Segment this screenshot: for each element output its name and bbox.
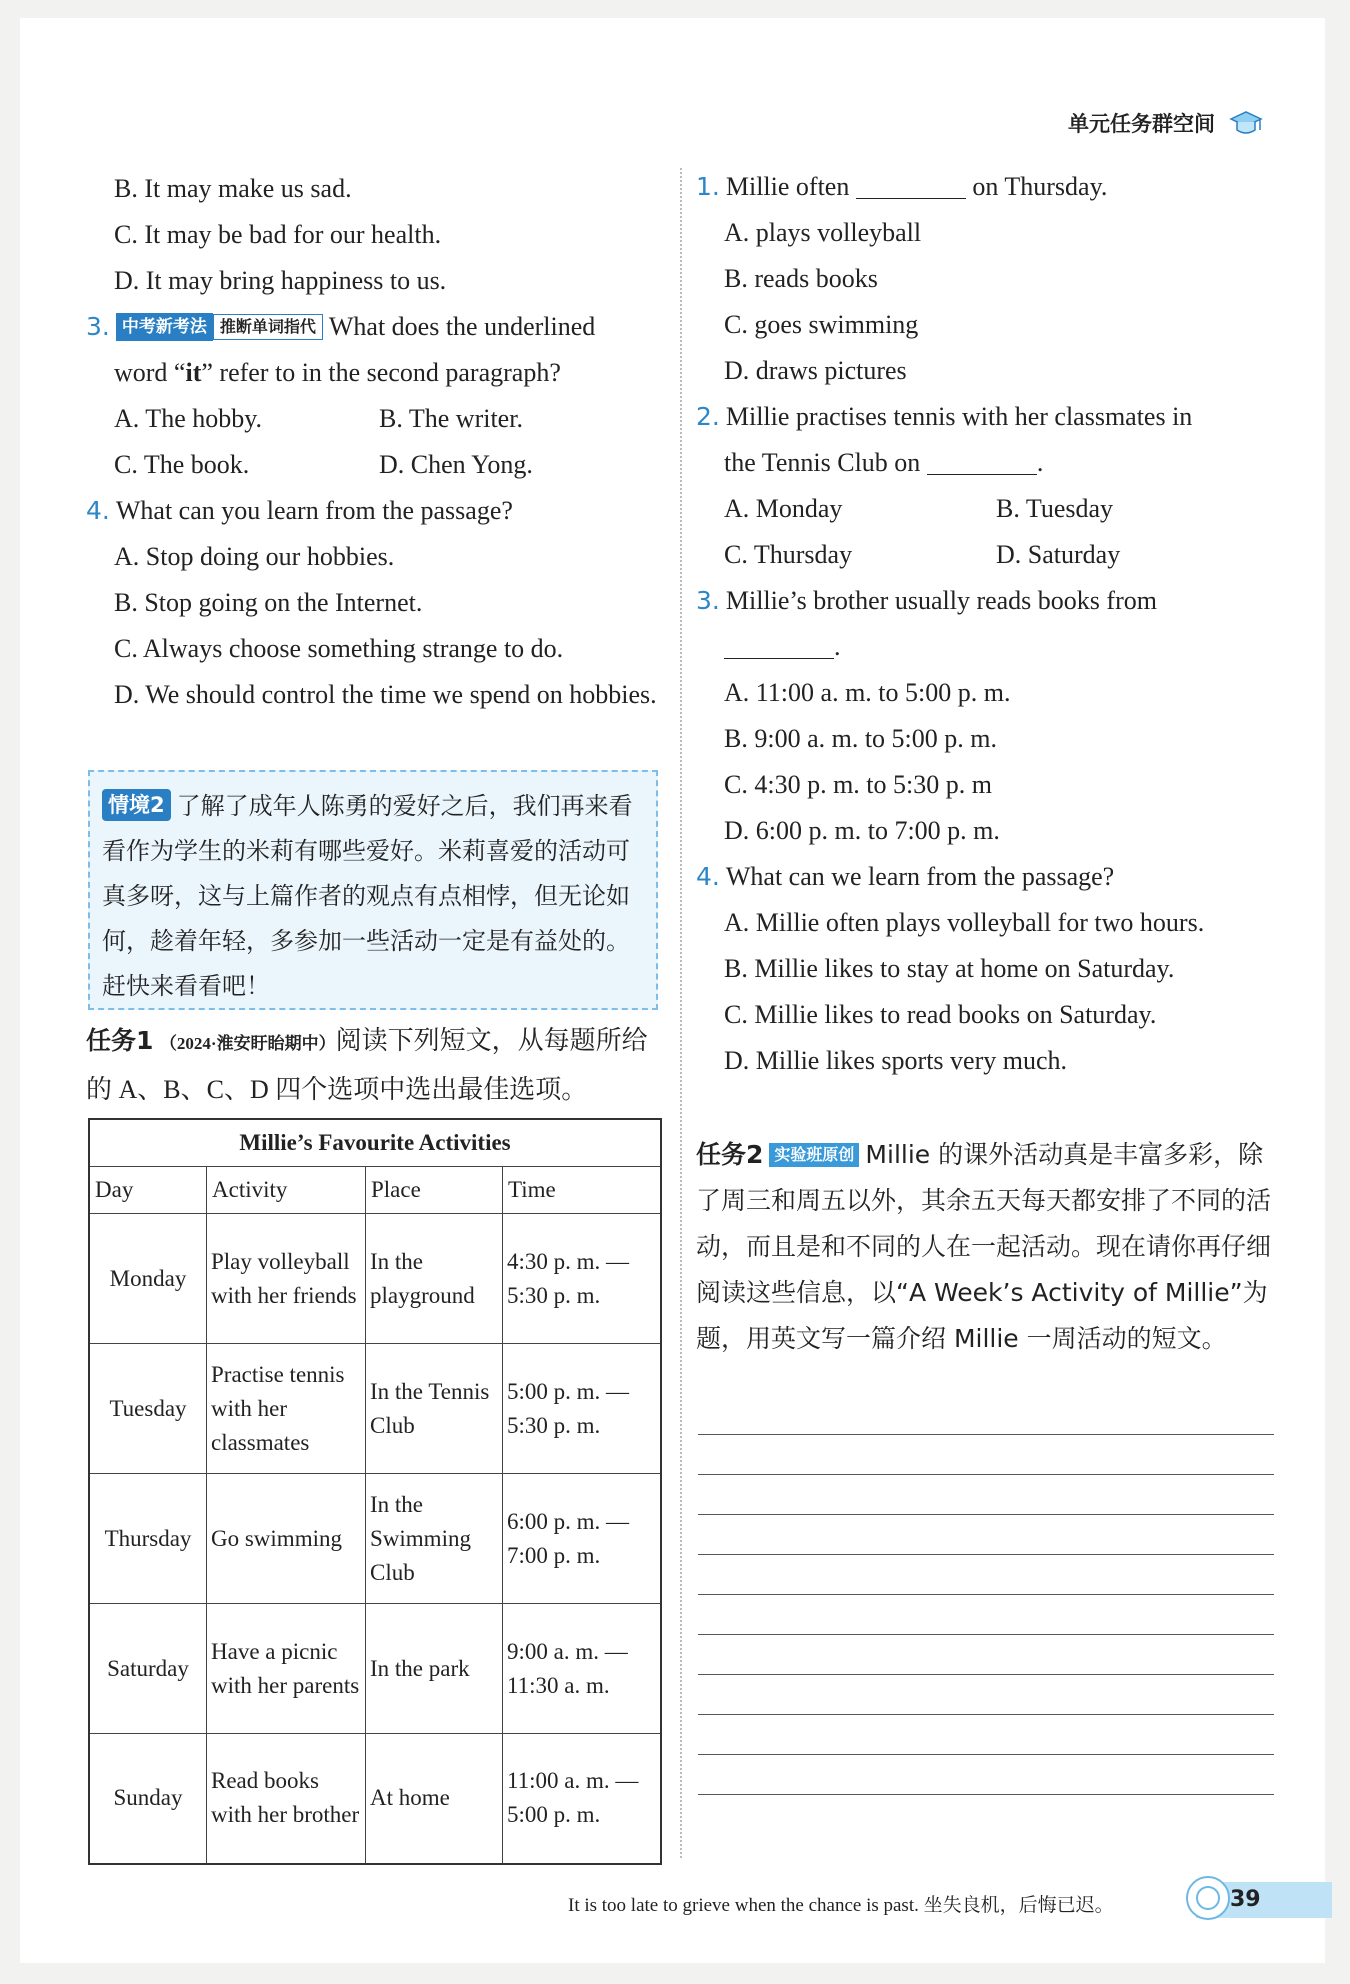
answer-blank[interactable] [927, 446, 1037, 475]
question-number: 4. [86, 496, 110, 525]
stem-part: . [834, 632, 841, 661]
option: A. plays volleyball [724, 218, 922, 247]
cell-activity: Have a picnic with her parents [207, 1604, 366, 1734]
page-number: 39 [1196, 1882, 1332, 1918]
cell-activity: Play volleyball with her friends [207, 1214, 366, 1344]
table-row [89, 1344, 661, 1474]
writing-line[interactable] [698, 1514, 1274, 1515]
cell-day: Tuesday [89, 1344, 207, 1474]
right-column [696, 164, 1276, 1084]
cell-time: 6:00 p. m. —7:00 p. m. [503, 1474, 662, 1604]
options-row [696, 532, 1276, 578]
spiral-icon [1186, 1876, 1230, 1920]
question-stem: Millie’s brother usually reads books from [725, 586, 1157, 615]
cell-time: 11:00 a. m. —5:00 p. m. [503, 1734, 662, 1864]
cell-day: Thursday [89, 1474, 207, 1604]
option: B. Stop going on the Internet. [114, 588, 423, 617]
cell-time: 9:00 a. m. —11:30 a. m. [503, 1604, 662, 1734]
cell-place: In the park [366, 1604, 503, 1734]
question-3 [696, 578, 1276, 624]
question-number: 3. [86, 312, 110, 341]
header-title: 单元任务群空间 [1068, 112, 1215, 136]
cell-day: Monday [89, 1214, 207, 1344]
task-instruction: 阅读下列短文，从每题所给的 A、B、C、D 四个选项中选出最佳选项。 [86, 1026, 648, 1104]
writing-line[interactable] [698, 1714, 1274, 1715]
cell-activity: Go swimming [207, 1474, 366, 1604]
answer-blank[interactable] [724, 630, 834, 659]
question-stem: What can you learn from the passage? [115, 496, 513, 525]
option: C. Millie likes to read books on Saturday. [724, 1000, 1157, 1029]
cell-activity: Practise tennis with her classmates [207, 1344, 366, 1474]
option: B. Tuesday [996, 494, 1114, 523]
column-divider [680, 168, 682, 1858]
cell-place: In the playground [366, 1214, 503, 1344]
original-tag: 实验班原创 [769, 1143, 859, 1167]
table-row [89, 1474, 661, 1604]
stem-part: ” refer to in the second paragraph? [201, 358, 561, 387]
table-header-row [89, 1167, 661, 1214]
writing-line[interactable] [698, 1594, 1274, 1595]
option: A. Millie often plays volleyball for two hours. [724, 908, 1205, 937]
option: B. The writer. [379, 404, 523, 433]
page-header [1068, 108, 1263, 138]
question-4 [696, 854, 1276, 900]
stem-part: word “ [114, 358, 186, 387]
question-2 [696, 394, 1276, 440]
left-column [86, 166, 666, 718]
options-row [86, 396, 666, 442]
task-instruction: Millie 的课外活动真是丰富多彩，除了周三和周五以外，其余五天每天都安排了不同的活动，而且是和不同的人在一起活动。现在请你再仔细阅读这些信息，以“A Week’s Activity of Millie”为题，用英文写一篇介绍 Millie 一周活动的短文。 [696, 1140, 1272, 1353]
writing-line[interactable] [698, 1434, 1274, 1435]
option: B. It may make us sad. [114, 174, 352, 203]
stem-part: . [1036, 448, 1044, 477]
question-number: 3. [696, 586, 720, 615]
question-number: 1. [696, 172, 720, 201]
option: D. draws pictures [724, 356, 907, 385]
header-cell: Activity [207, 1167, 366, 1214]
scenario-badge: 情境2 [102, 789, 171, 821]
table-row [89, 1734, 661, 1864]
cell-place: In the Swimming Club [366, 1474, 503, 1604]
question-3 [86, 304, 666, 350]
option: D. Saturday [996, 540, 1121, 569]
option: A. 11:00 a. m. to 5:00 p. m. [724, 678, 1011, 707]
stem-part: the Tennis Club on [724, 448, 921, 477]
option: D. We should control the time we spend on hobbies. [114, 680, 657, 709]
cell-day: Saturday [89, 1604, 207, 1734]
cell-place: In the Tennis Club [366, 1344, 503, 1474]
question-stem-cont [696, 624, 1276, 670]
option: D. It may bring happiness to us. [114, 266, 447, 295]
option: C. Thursday [724, 540, 853, 569]
writing-line[interactable] [698, 1754, 1274, 1755]
option: B. reads books [724, 264, 878, 293]
option: C. It may be bad for our health. [114, 220, 442, 249]
writing-line[interactable] [698, 1794, 1274, 1795]
question-stem-cont [86, 350, 666, 396]
option: D. 6:00 p. m. to 7:00 p. m. [724, 816, 1000, 845]
question-4 [86, 488, 666, 534]
underlined-word: it [185, 358, 202, 387]
option: A. Stop doing our hobbies. [114, 542, 395, 571]
cell-time: 4:30 p. m. —5:30 p. m. [503, 1214, 662, 1344]
task-2 [696, 1132, 1276, 1362]
task-label: 任务2 [696, 1140, 764, 1169]
writing-line[interactable] [698, 1634, 1274, 1635]
option: B. Millie likes to stay at home on Saturday. [724, 954, 1175, 983]
question-stem: on Thursday. [972, 172, 1108, 201]
question-stem: What does the underlined [328, 312, 596, 341]
option: A. Monday [724, 494, 843, 523]
question-number: 4. [696, 862, 720, 891]
activities-table [88, 1118, 662, 1865]
task-1 [86, 1018, 666, 1113]
option: D. Chen Yong. [379, 450, 533, 479]
answer-blank[interactable] [856, 170, 966, 199]
header-cell: Time [503, 1167, 662, 1214]
footer-quote: It is too late to grieve when the chance is past. 坐失良机，后悔已迟。 [568, 1895, 1114, 1916]
option: A. The hobby. [114, 404, 263, 433]
question-stem-cont [696, 440, 1276, 486]
table-row [89, 1214, 661, 1344]
exam-tag: 中考新考法 [116, 313, 213, 341]
question-1 [696, 164, 1276, 210]
skill-tag: 推断单词指代 [213, 314, 323, 340]
writing-line[interactable] [698, 1674, 1274, 1675]
writing-line[interactable] [698, 1554, 1274, 1555]
scenario-box [88, 770, 658, 1010]
question-stem: Millie practises tennis with her classmates in [725, 402, 1193, 431]
graduation-cap-icon [1229, 108, 1263, 138]
header-cell: Day [89, 1167, 207, 1214]
table-caption: Millie’s Favourite Activities [89, 1119, 661, 1167]
table-row [89, 1604, 661, 1734]
writing-line[interactable] [698, 1474, 1274, 1475]
header-cell: Place [366, 1167, 503, 1214]
page [20, 18, 1325, 1963]
option: B. 9:00 a. m. to 5:00 p. m. [724, 724, 997, 753]
task-source: （2024·淮安盱眙期中） [159, 1034, 336, 1053]
options-row [86, 442, 666, 488]
question-stem: What can we learn from the passage? [725, 862, 1115, 891]
options-row [696, 486, 1276, 532]
option: C. Always choose something strange to do. [114, 634, 564, 663]
option: C. The book. [114, 450, 250, 479]
option: D. Millie likes sports very much. [724, 1046, 1068, 1075]
option: C. goes swimming [724, 310, 919, 339]
scenario-text: 了解了成年人陈勇的爱好之后，我们再来看看作为学生的米莉有哪些爱好。米莉喜爱的活动可真多呀，这与上篇作者的观点有点相悖，但无论如何，趁着年轻，多参加一些活动一定是有益处的。赶快来看看吧！ [102, 792, 633, 1000]
question-number: 2. [696, 402, 720, 431]
task-label: 任务1 [86, 1026, 154, 1055]
cell-activity: Read books with her brother [207, 1734, 366, 1864]
cell-day: Sunday [89, 1734, 207, 1864]
cell-place: At home [366, 1734, 503, 1864]
cell-time: 5:00 p. m. —5:30 p. m. [503, 1344, 662, 1474]
option: C. 4:30 p. m. to 5:30 p. m [724, 770, 992, 799]
question-stem: Millie often [725, 172, 850, 201]
